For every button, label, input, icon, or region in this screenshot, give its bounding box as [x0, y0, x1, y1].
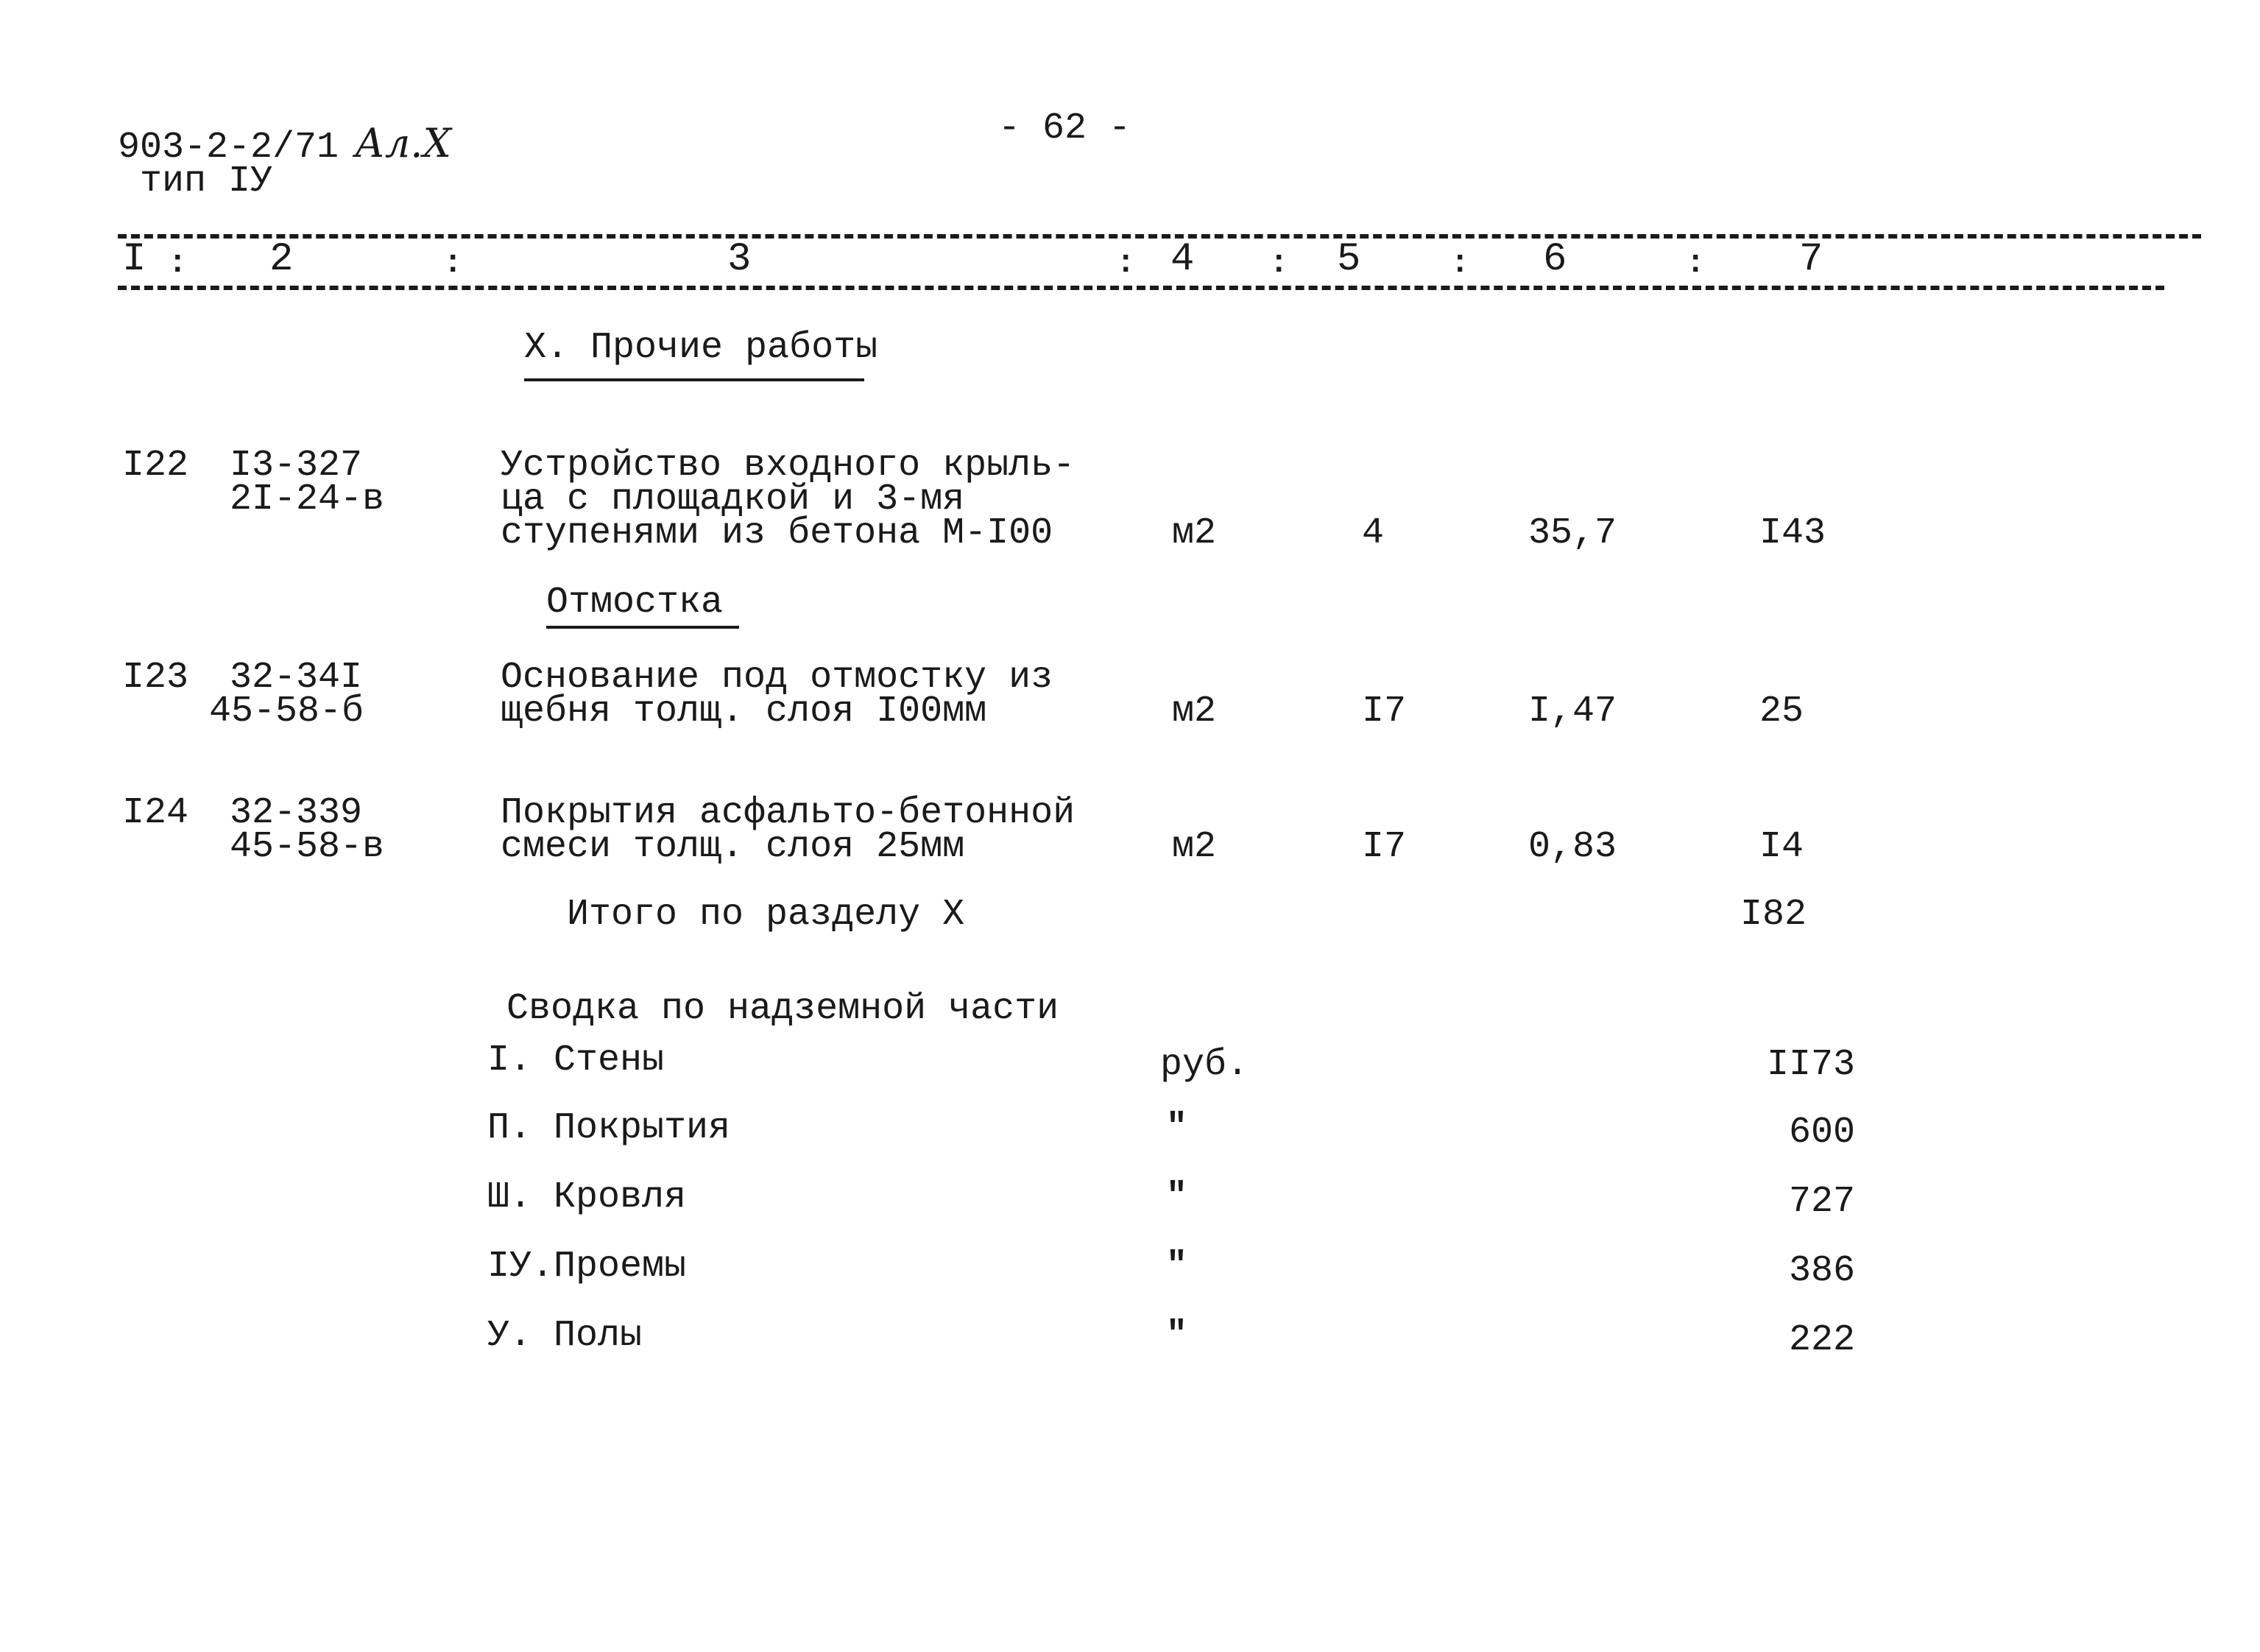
row-description-line: Устройство входного крыль-	[501, 445, 1076, 487]
section-total-label: Итого по разделу X	[567, 894, 965, 936]
summary-item-unit: "	[1166, 1316, 1187, 1355]
subheading-underline	[546, 626, 739, 629]
row-total: I4	[1759, 826, 1804, 868]
summary-item-label: У. Полы	[487, 1315, 643, 1357]
row-code: 45-58-б	[209, 691, 364, 733]
section-title-underline	[524, 378, 864, 381]
row-quantity: I7	[1362, 691, 1407, 733]
column-header-4: 4	[1170, 237, 1195, 282]
summary-title: Сводка по надземной части	[506, 988, 1059, 1030]
row-number: I24	[122, 792, 189, 834]
summary-item-label: П. Покрытия	[487, 1107, 731, 1149]
row-quantity: 4	[1362, 512, 1385, 554]
row-code: 45-58-в	[230, 826, 385, 868]
row-total: 25	[1759, 691, 1804, 733]
row-code: 32-34I	[230, 657, 363, 699]
summary-item-value: 222	[1788, 1319, 1855, 1361]
summary-item-unit: "	[1166, 1246, 1187, 1286]
column-header-2: 2	[269, 237, 294, 282]
summary-item-label: Ш. Кровля	[487, 1176, 687, 1218]
row-unit: м2	[1172, 826, 1217, 868]
summary-item-value: 727	[1788, 1181, 1855, 1223]
row-code: I3-327	[230, 445, 363, 487]
column-separator: :	[1116, 245, 1136, 282]
summary-item-unit: "	[1166, 1108, 1187, 1148]
column-separator: :	[1686, 245, 1706, 282]
row-description-line: Покрытия асфальто-бетонной	[501, 792, 1076, 834]
row-description-line: смеси толщ. слоя 25мм	[501, 826, 965, 868]
row-description-line: Основание под отмостку из	[501, 657, 1053, 699]
row-total: I43	[1759, 512, 1826, 554]
row-number: I22	[122, 445, 189, 487]
column-header-3: 3	[727, 237, 752, 282]
column-header-1: I	[122, 237, 146, 282]
section-title: X. Прочие работы	[524, 327, 878, 369]
summary-item-unit: руб.	[1160, 1044, 1249, 1086]
summary-item-label: IУ.Проемы	[487, 1246, 687, 1288]
header-rule-bottom	[118, 286, 2164, 290]
summary-item-value: 600	[1788, 1112, 1855, 1154]
column-separator: :	[1450, 245, 1470, 282]
type-label: тип IУ	[140, 160, 273, 202]
column-header-5: 5	[1337, 237, 1361, 282]
row-code: 2I-24-в	[230, 479, 385, 520]
row-quantity: I7	[1362, 826, 1407, 868]
row-unit-price: 35,7	[1528, 512, 1617, 554]
column-separator: :	[443, 245, 463, 282]
handwritten-note: Ал.X	[355, 120, 451, 166]
page-number: - 62 -	[998, 107, 1131, 149]
row-description-line: ступенями из бетона М-I00	[501, 512, 1053, 554]
column-separator: :	[1269, 245, 1289, 282]
row-unit-price: 0,83	[1528, 826, 1617, 868]
row-unit: м2	[1172, 512, 1217, 554]
column-header-7: 7	[1799, 237, 1823, 282]
row-unit-price: I,47	[1528, 691, 1617, 733]
section-total-value: I82	[1740, 894, 1807, 936]
row-description-line: щебня толщ. слоя I00мм	[501, 691, 987, 733]
row-unit: м2	[1172, 691, 1217, 733]
header-rule-top	[118, 234, 2201, 239]
document-code: 903-2-2/71	[118, 127, 339, 169]
summary-item-value: II73	[1766, 1044, 1855, 1086]
row-number: I23	[122, 657, 189, 699]
summary-item-value: 386	[1788, 1250, 1855, 1292]
row-code: 32-339	[230, 792, 363, 834]
summary-item-label: I. Стены	[487, 1039, 665, 1081]
subheading: Отмостка	[546, 582, 724, 624]
column-header-6: 6	[1543, 237, 1567, 282]
row-description-line: ца с площадкой и 3-мя	[501, 479, 965, 520]
summary-item-unit: "	[1166, 1177, 1187, 1217]
column-separator: :	[168, 245, 188, 282]
